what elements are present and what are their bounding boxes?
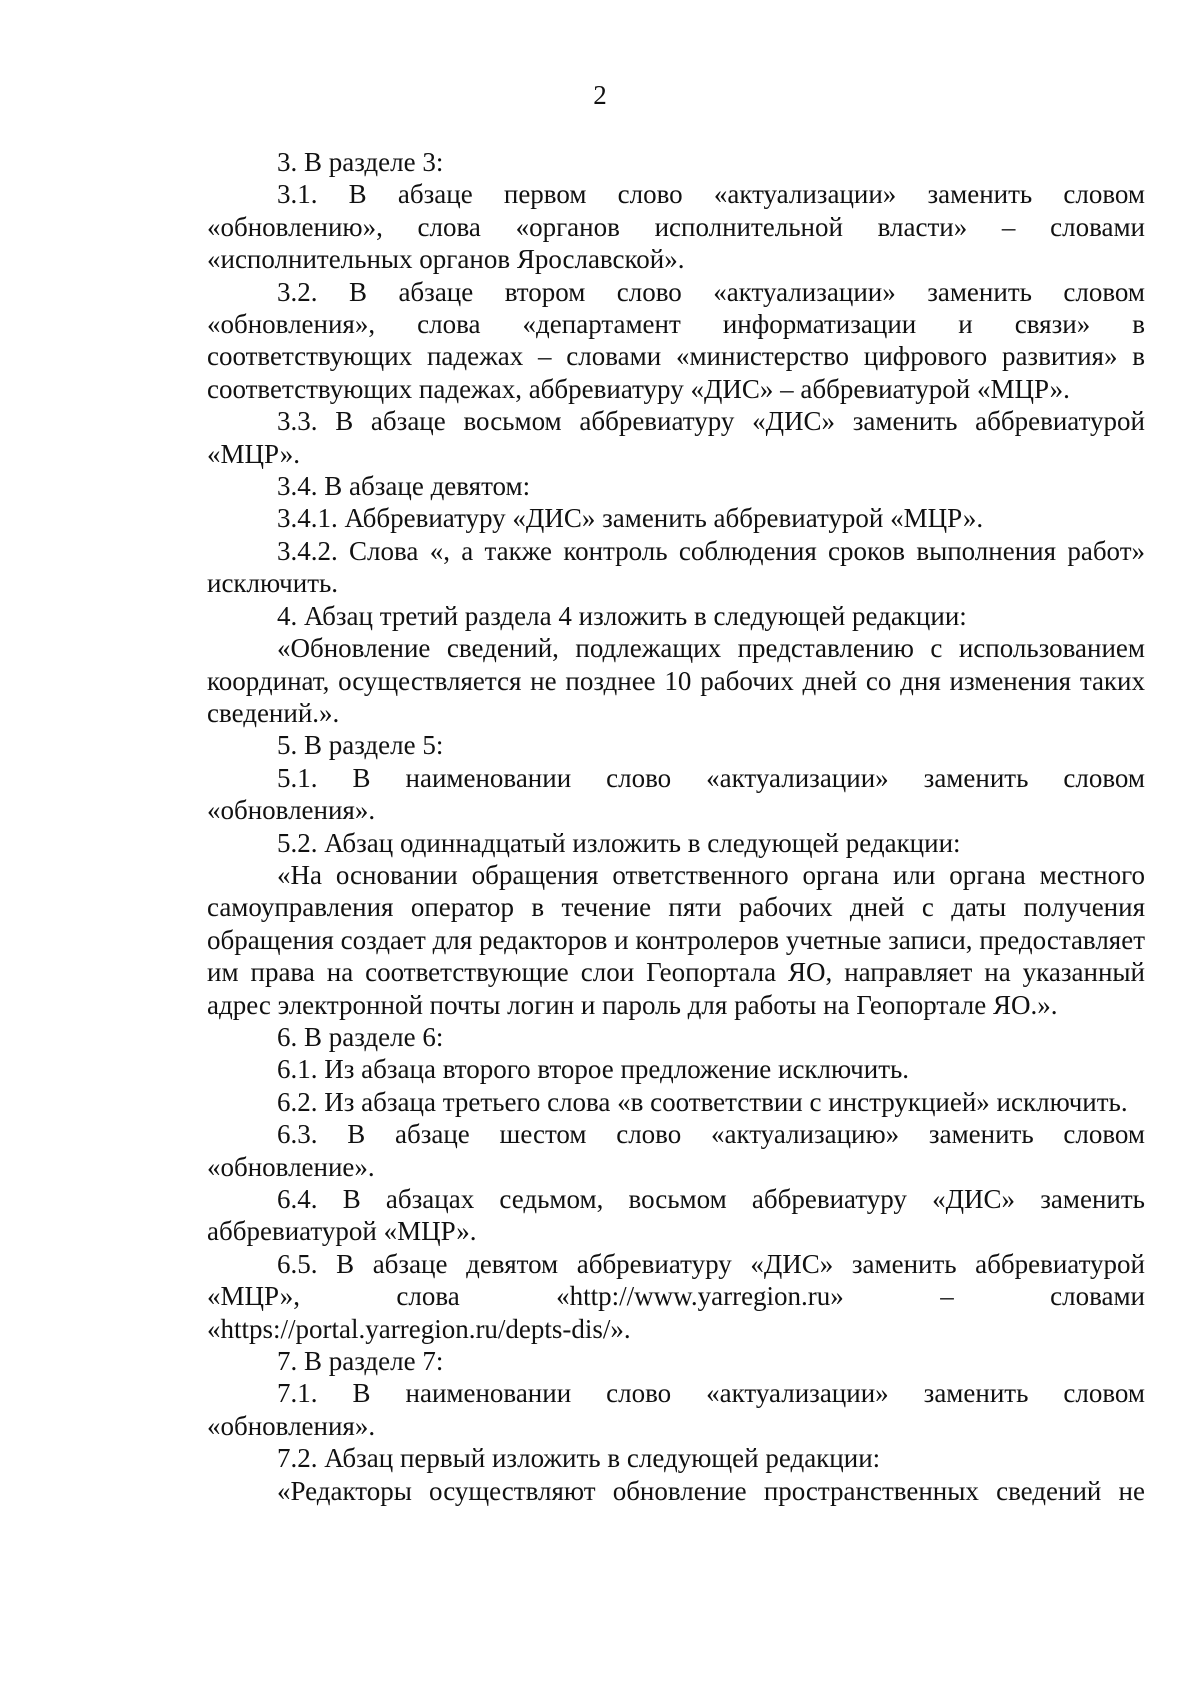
page-number: 2 (593, 80, 607, 110)
paragraph: 6.5. В абзаце девятом аббревиатуру «ДИС» заменить аббревиатурой «МЦР», слова «http://www.yarregion.ru» – словами «https://portal.yarregion.ru/depts-dis/». (207, 1248, 1145, 1344)
paragraph: 6.4. В абзацах седьмом, восьмом аббревиатуру «ДИС» заменить аббревиатурой «МЦР». (207, 1184, 1145, 1247)
paragraph: 3.3. В абзаце восьмом аббревиатуру «ДИС» заменить аббревиатурой «МЦР». (207, 406, 1145, 469)
paragraph: «Редакторы осуществляют обновление пространственных сведений не (277, 1475, 1145, 1506)
paragraph: «Обновление сведений, подлежащих представлению с использованием координат, осуществляется не позднее 10 рабочих дней со дня изменения таких сведений.». (207, 633, 1145, 728)
paragraph: 4. Абзац третий раздела 4 изложить в следующей редакции: (277, 600, 967, 631)
paragraph: 6.2. Из абзаца третьего слова «в соответствии с инструкцией» исключить. (277, 1086, 1128, 1117)
paragraph: 3. В разделе 3: (277, 147, 444, 177)
paragraph: «На основании обращения ответственного органа или органа местного самоуправления оператор в течение пяти рабочих дней с даты получения обращения создает для редакторов и контролеров учетные записи, предоставляет им права на соответствующие слои Геопортала ЯО, направляет на указанный адрес электронной почты логин и пароль для работы на Геопортале ЯО.». (207, 859, 1145, 1020)
paragraph: 5.1. В наименовании слово «актуализации» заменить словом «обновления». (207, 762, 1145, 826)
paragraph: 6.3. В абзаце шестом слово «актуализацию» заменить словом «обновление». (207, 1119, 1145, 1182)
paragraph: 7. В разделе 7: (277, 1346, 444, 1377)
paragraph: 7.2. Абзац первый изложить в следующей редакции: (277, 1443, 881, 1474)
paragraph: 3.4. В абзаце девятом: (277, 471, 531, 502)
document-body (207, 146, 1145, 1507)
paragraph: 3.1. В абзаце первом слово «актуализации» заменить словом «обновлению», слова «органов исполнительной власти» – словами «исполнительных органов Ярославской». (207, 179, 1145, 275)
paragraph: 6. В разделе 6: (277, 1021, 444, 1052)
paragraph: 5.2. Абзац одиннадцатый изложить в следующей редакции: (277, 827, 961, 858)
paragraph: 3.4.2. Слова «, а также контроль соблюдения сроков выполнения работ» исключить. (207, 535, 1145, 599)
paragraph: 3.2. В абзаце втором слово «актуализации» заменить словом «обновления», слова «департамент информатизации и связи» в соответствующих падежах – словами «министерство цифрового развития» в соответствующих падежах, аббревиатуру «ДИС» – аббревиатурой «МЦР». (207, 276, 1145, 404)
paragraph: 6.1. Из абзаца второго второе предложение исключить. (277, 1054, 910, 1085)
paragraph: 3.4.1. Аббревиатуру «ДИС» заменить аббревиатурой «МЦР». (277, 503, 984, 534)
paragraph: 5. В разделе 5: (277, 730, 444, 761)
paragraph: 7.1. В наименовании слово «актуализации» заменить словом «обновления». (207, 1378, 1145, 1441)
